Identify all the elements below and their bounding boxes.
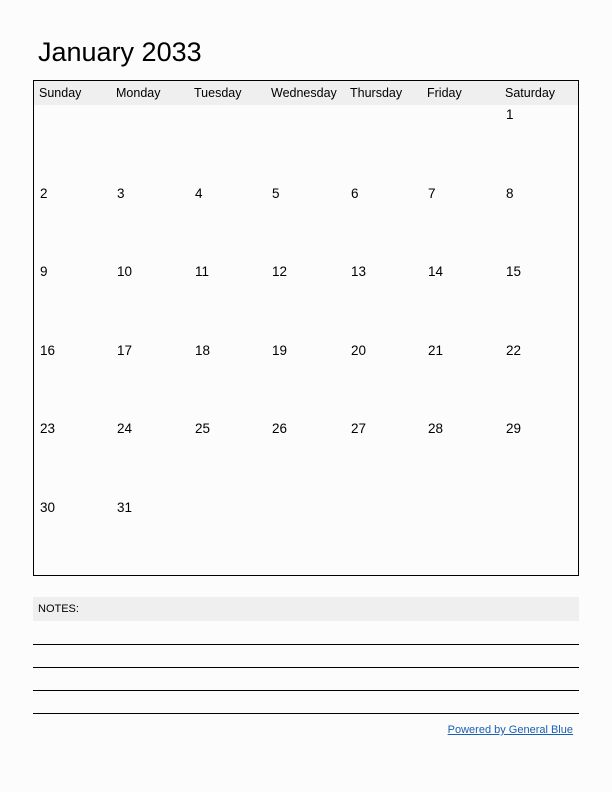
day-number: 22	[506, 342, 522, 358]
day-number: 16	[40, 342, 56, 358]
week-row	[34, 184, 578, 263]
weekday-header-friday: Friday	[427, 86, 462, 100]
day-cell	[266, 184, 345, 263]
day-cell	[34, 341, 111, 420]
day-number: 28	[428, 421, 444, 436]
note-line	[33, 713, 579, 714]
day-number: 9	[40, 264, 48, 279]
week-row	[34, 105, 578, 184]
weekday-header-thursday: Thursday	[350, 86, 403, 100]
day-number: 19	[272, 342, 288, 358]
day-number: 29	[506, 421, 522, 436]
day-cell	[422, 498, 500, 577]
day-cell	[266, 419, 345, 498]
day-number: 8	[506, 185, 514, 201]
page-title: January 2033	[38, 37, 202, 67]
day-cell	[500, 262, 578, 341]
day-cell	[266, 341, 345, 420]
day-cell	[500, 105, 578, 184]
day-number: 18	[195, 342, 211, 358]
day-number: 1	[506, 107, 514, 122]
day-cell	[111, 184, 189, 263]
day-number: 13	[351, 264, 367, 279]
day-number: 12	[272, 264, 288, 279]
weekday-header-sunday: Sunday	[39, 86, 82, 100]
notes-label: NOTES:	[38, 603, 79, 615]
day-cell	[189, 105, 266, 184]
day-cell	[422, 184, 500, 263]
day-cell	[34, 184, 111, 263]
day-cell	[422, 341, 500, 420]
weekday-header-tuesday: Tuesday	[194, 86, 242, 100]
note-line	[33, 667, 579, 668]
day-number: 6	[351, 185, 359, 201]
day-number: 14	[428, 264, 444, 279]
day-cell	[189, 419, 266, 498]
day-cell	[111, 262, 189, 341]
day-cell	[34, 498, 111, 577]
day-number: 30	[40, 499, 56, 515]
day-number: 17	[117, 342, 133, 358]
day-number: 27	[351, 421, 367, 436]
week-row	[34, 262, 578, 341]
day-number: 4	[195, 185, 203, 201]
day-cell	[111, 498, 189, 577]
day-cell	[111, 341, 189, 420]
day-cell	[266, 262, 345, 341]
day-cell	[34, 105, 111, 184]
day-cell	[422, 262, 500, 341]
day-cell	[500, 498, 578, 577]
day-number: 15	[506, 264, 522, 279]
day-cell	[500, 184, 578, 263]
day-cell	[422, 419, 500, 498]
day-number: 31	[117, 499, 133, 515]
weeks-container	[34, 105, 578, 576]
day-cell	[189, 184, 266, 263]
week-row	[34, 341, 578, 420]
day-cell	[34, 419, 111, 498]
powered-by-link[interactable]: Powered by General Blue	[447, 724, 573, 736]
day-number: 10	[117, 264, 133, 279]
day-cell	[266, 498, 345, 577]
day-number: 24	[117, 421, 133, 436]
day-number: 2	[40, 185, 48, 201]
day-number: 23	[40, 421, 56, 436]
day-cell	[422, 105, 500, 184]
day-cell	[345, 341, 422, 420]
day-cell	[345, 419, 422, 498]
day-cell	[111, 105, 189, 184]
day-number: 26	[272, 421, 288, 436]
day-cell	[345, 105, 422, 184]
day-cell	[189, 262, 266, 341]
week-row	[34, 498, 578, 577]
day-number: 7	[428, 185, 436, 201]
calendar-grid	[33, 80, 579, 576]
notes-header	[33, 597, 579, 621]
day-number: 25	[195, 421, 211, 436]
weekday-header-wednesday: Wednesday	[271, 86, 337, 100]
weekday-header-monday: Monday	[116, 86, 161, 100]
day-cell	[34, 262, 111, 341]
weekday-header-saturday: Saturday	[505, 86, 556, 100]
week-row	[34, 419, 578, 498]
day-number: 3	[117, 185, 125, 201]
day-cell	[345, 184, 422, 263]
day-number: 20	[351, 342, 367, 358]
day-cell	[189, 498, 266, 577]
day-cell	[345, 498, 422, 577]
day-number: 11	[195, 264, 210, 279]
day-cell	[111, 419, 189, 498]
day-cell	[189, 341, 266, 420]
day-cell	[266, 105, 345, 184]
day-cell	[345, 262, 422, 341]
weekday-header-row	[34, 81, 578, 105]
day-cell	[500, 341, 578, 420]
day-number: 21	[428, 342, 444, 358]
note-line	[33, 690, 579, 691]
day-cell	[500, 419, 578, 498]
note-line	[33, 644, 579, 645]
day-number: 5	[272, 185, 280, 201]
